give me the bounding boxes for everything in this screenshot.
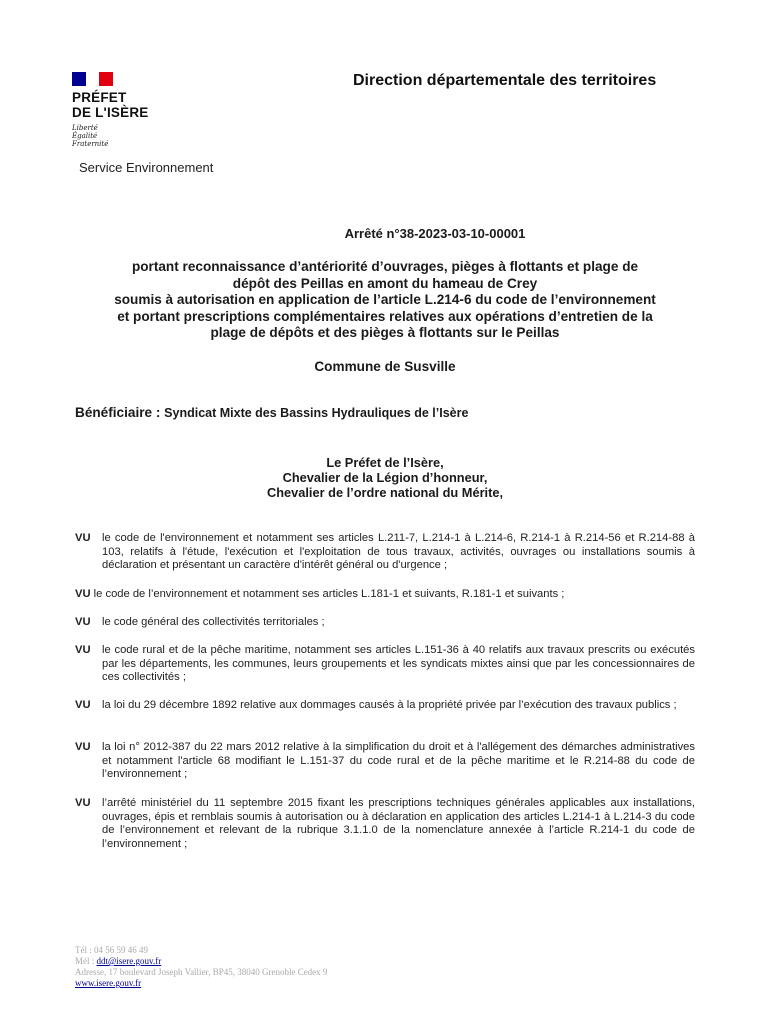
contact-footer [75,945,327,989]
direction-title: Direction départementale des territoires [353,72,657,89]
prefecture-name [72,90,148,120]
title-line: portant reconnaissance d’antériorité d’ouvrages, pièges à flottants et plage de [131,259,639,274]
vu-text: le code de l’environnement et notamment ses articles L.181-1 et suivants, R.181-1 et suivants ; [93,588,565,600]
vu-clause [75,532,695,573]
flag-red-band [99,72,113,86]
vu-text: le code rural et de la pêche maritime, notamment ses articles L.151-36 à 40 relatifs aux travaux prescrits ou exécutés par les départements, les communes, leurs groupements et les syndicats mixtes ainsi que par les concessionnaires de ces collectivités ; [102,644,695,683]
prefet-titles [0,455,770,500]
title-line: plage de dépôts et des pièges à flottants sur le Peillas [210,325,560,340]
title-line: soumis à autorisation en application de l’article L.214-6 du code de l’environnement [114,292,656,307]
arrete-label: Arrêté n° [344,226,400,241]
vu-text: l’arrêté ministériel du 11 septembre 2015 fixant les prescriptions techniques générales applicables aux installations, ouvrages, épis et remblais soumis à autorisation ou à déclaration en application des articles L.214-1 à L.214-3 du code de l’environnement et relevant de la rubrique 3.1.1.0 de la nomenclature annexée à l’article R.214-1 du code de l’environnement ; [102,797,695,850]
vu-keyword: VU [75,616,91,628]
beneficiaire-label: Bénéficiaire : [75,405,161,420]
vu-clause [75,699,695,713]
vu-clause [75,741,695,782]
footer-website-link[interactable]: www.isere.gouv.fr [75,978,142,988]
footer-address: Adresse, 17 boulevard Joseph Vallier, BP45, 38040 Grenoble Cedex 9 [75,967,328,977]
prefecture-line-1: PRÉFET [72,90,127,105]
vu-keyword: VU [75,797,91,809]
title-line: dépôt des Peillas en amont du hameau de Crey [232,275,538,291]
beneficiaire-value: Syndicat Mixte des Bassins Hydrauliques de l’Isère [164,406,469,420]
vu-clause [75,644,695,685]
commune-name: Commune de Susville [314,359,456,374]
motto-fraternite: Fraternité [72,140,109,148]
prefet-title-line: Chevalier de l’ordre national du Mérite, [266,485,504,500]
footer-email-link[interactable]: ddt@isere.gouv.fr [96,956,162,966]
service-name: Service Environnement [79,160,214,175]
vu-keyword: VU [75,644,91,656]
footer-phone: Tél : 04 56 59 46 49 [75,945,148,955]
vu-keyword: VU [75,532,91,544]
prefet-title-line: Le Préfet de l’Isère, [326,455,444,470]
arrete-number: 38-2023-03-10-00001 [399,226,526,241]
motto-egalite: Égalité [72,132,98,140]
arrete-heading [0,226,770,241]
title-line: et portant prescriptions complémentaires relatives aux opérations d’entretien de la [117,308,653,324]
footer-email-line [75,956,327,967]
republique-flag-logo [72,72,113,86]
vu-clause [75,797,695,851]
motto-liberte: Liberté [72,124,98,132]
prefet-title-line: Chevalier de la Légion d’honneur, [282,470,488,485]
vu-keyword: VU [75,699,91,711]
footer-email-label: Mél : [75,956,95,966]
vu-text: la loi n° 2012-387 du 22 mars 2012 relative à la simplification du droit et à l'allégement des démarches administratives et notamment l'article 68 modifiant le L.151-37 du code rural et de la pêche maritime et le R.214-88 du code de l’environnement ; [102,741,695,780]
vu-text: le code général des collectivités territoriales ; [102,616,325,628]
prefecture-line-2: DE L'ISÈRE [72,105,149,120]
flag-white-band [86,72,100,86]
vu-clause [75,616,695,630]
vu-keyword: VU [75,588,91,600]
beneficiaire [75,405,468,420]
republic-motto [72,124,108,148]
arrete-title [60,259,710,342]
vu-keyword: VU [75,741,91,753]
vu-text: la loi du 29 décembre 1892 relative aux dommages causés à la propriété privée par l’exécution des travaux publics ; [102,699,677,711]
vu-text: le code de l'environnement et notamment ses articles L.211-7, L.214-1 à L.214-6, R.214-1 à R.214-56 et R.214-88 à 103, relatifs à l'étude, l'exécution et l'exploitation de tous travaux, activités, ouvrages ou installations soumis à déclaration et présentant un caractère d'intérêt général ou d'urgence ; [102,532,695,571]
vu-clause [75,588,695,602]
flag-blue-band [72,72,86,86]
